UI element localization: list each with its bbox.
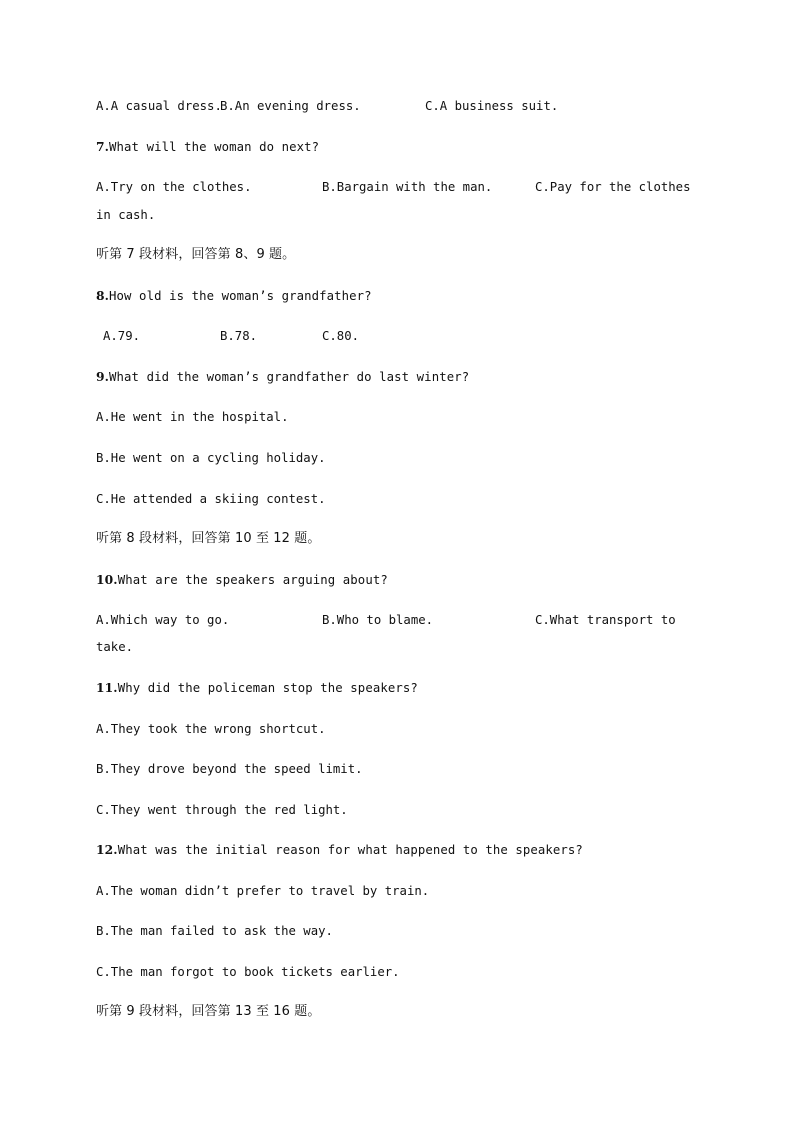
q12-option-b: B.The man failed to ask the way. bbox=[96, 924, 333, 938]
question-11 bbox=[96, 680, 418, 696]
q11-option-b: B.They drove beyond the speed limit. bbox=[96, 762, 363, 776]
q6-option-b: B.An evening dress. bbox=[220, 99, 361, 113]
section-heading-9: 听第 9 段材料，回答第 13 至 16 题。 bbox=[96, 1004, 321, 1019]
q6-option-a: A.A casual dress. bbox=[96, 99, 222, 113]
question-number: 10. bbox=[96, 572, 118, 587]
q10-option-b: B.Who to blame. bbox=[322, 613, 434, 627]
q8-option-a: A.79. bbox=[103, 329, 141, 343]
question-number: 11. bbox=[96, 680, 118, 695]
q9-option-c: C.He attended a skiing contest. bbox=[96, 492, 326, 506]
question-number: 12. bbox=[96, 842, 118, 857]
question-7 bbox=[96, 139, 319, 155]
question-12 bbox=[96, 842, 583, 858]
q7-option-c: C.Pay for the clothes bbox=[535, 180, 691, 194]
question-number: 8. bbox=[96, 288, 110, 303]
q10-option-c: C.What transport to bbox=[535, 613, 676, 627]
q6-option-c: C.A business suit. bbox=[425, 99, 559, 113]
q7-option-c-continued: in cash. bbox=[96, 208, 156, 222]
section-heading-8: 听第 8 段材料，回答第 10 至 12 题。 bbox=[96, 531, 321, 546]
q9-option-b: B.He went on a cycling holiday. bbox=[96, 451, 326, 465]
section-heading-7: 听第 7 段材料，回答第 8、9 题。 bbox=[96, 247, 296, 262]
q7-option-a: A.Try on the clothes. bbox=[96, 180, 252, 194]
q8-option-b: B.78. bbox=[220, 329, 258, 343]
question-9 bbox=[96, 369, 469, 385]
question-10 bbox=[96, 572, 388, 588]
q12-option-c: C.The man forgot to book tickets earlier. bbox=[96, 965, 400, 979]
question-text: What did the woman’s grandfather do last winter? bbox=[109, 370, 470, 384]
q11-option-a: A.They took the wrong shortcut. bbox=[96, 722, 326, 736]
q11-option-c: C.They went through the red light. bbox=[96, 803, 348, 817]
question-text: Why did the policeman stop the speakers? bbox=[117, 681, 418, 695]
q10-option-a: A.Which way to go. bbox=[96, 613, 230, 627]
question-number: 7. bbox=[96, 139, 110, 154]
question-text: How old is the woman’s grandfather? bbox=[109, 289, 372, 303]
q8-option-c: C.80. bbox=[322, 329, 360, 343]
q10-option-c-continued: take. bbox=[96, 640, 134, 654]
question-number: 9. bbox=[96, 369, 110, 384]
q12-option-a: A.The woman didn’t prefer to travel by train. bbox=[96, 884, 430, 898]
question-text: What was the initial reason for what happened to the speakers? bbox=[117, 843, 583, 857]
q9-option-a: A.He went in the hospital. bbox=[96, 410, 289, 424]
question-text: What are the speakers arguing about? bbox=[117, 573, 388, 587]
q7-option-b: B.Bargain with the man. bbox=[322, 180, 493, 194]
question-text: What will the woman do next? bbox=[109, 140, 320, 154]
question-8 bbox=[96, 288, 372, 304]
